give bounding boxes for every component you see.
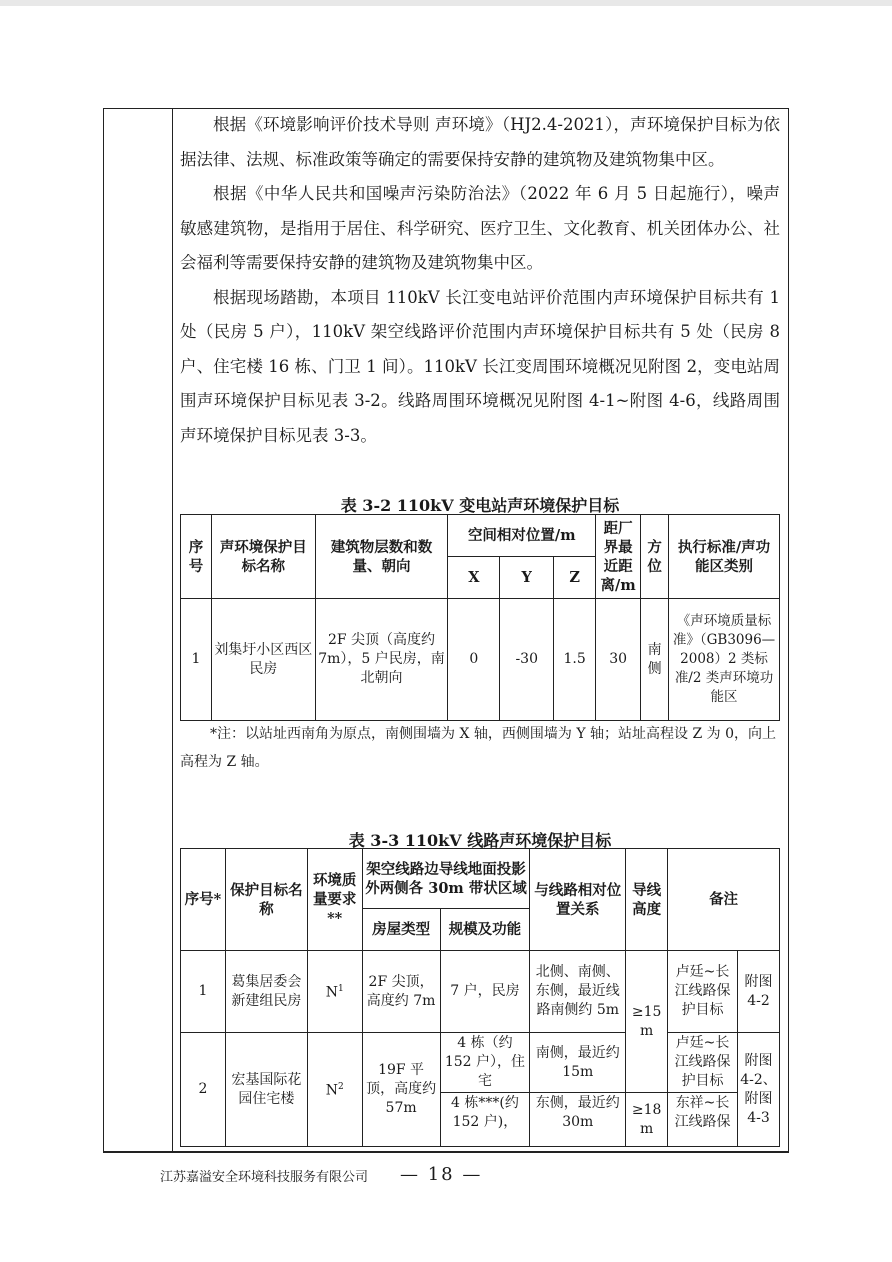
t2-row2-scale-b: 4 栋***(约 152 户)，	[440, 1093, 530, 1147]
t1-cell-y: -30	[500, 599, 554, 721]
t2-row2-remark-line-b: 东祥~长江线路保	[668, 1093, 738, 1147]
table-3-2	[180, 514, 780, 721]
paragraph-3: 根据现场踏勘，本项目 110kV 长江变电站评价范围内声环境保护目标共有 1 处（民房 5 户），110kV 架空线路评价范围内声环境保护目标共有 5 处（民房 8 户、住宅楼 16 栋、门卫 1 间）。110kV 长江变周围环境概况见附图 2，变电站周围声环境保护目标见表 3-2。线路周围环境概况见附图 4-1~附图 4-6，线路周围声环境保护目标见表 3-3。	[180, 287, 780, 445]
t2-row2-name: 宏基国际花园住宅楼	[225, 1033, 307, 1147]
t1-cell-direction: 南侧	[641, 599, 669, 721]
t2-row1-name: 葛集居委会新建组民房	[225, 951, 307, 1033]
t2-header-relation: 与线路相对位置关系	[530, 849, 626, 951]
t2-row2-quality: $N^2$	[307, 1033, 362, 1147]
frame-bottom-line	[103, 1152, 789, 1153]
body-text	[180, 108, 780, 453]
top-shade	[0, 0, 892, 6]
t1-header-standard: 执行标准/声功能区类别	[669, 515, 780, 599]
t1-header-z: Z	[554, 557, 596, 599]
t1-cell-z: 1.5	[554, 599, 596, 721]
frame-divider	[172, 108, 173, 1152]
t1-header-name: 声环境保护目标名称	[211, 515, 315, 599]
t2-row1-scale: 7 户，民房	[440, 951, 530, 1033]
t2-header-house-type: 房屋类型	[362, 909, 440, 951]
t1-header-direction: 方位	[641, 515, 669, 599]
t1-cell-x: 0	[448, 599, 500, 721]
t2-row2-relation-b: 东侧，最近约 30m	[530, 1093, 626, 1147]
t2-header-seq: 序号*	[181, 849, 226, 951]
t2-header-remark: 备注	[668, 849, 780, 951]
footer-company: 江苏嘉溢安全环境科技服务有限公司	[160, 1170, 369, 1185]
t1-header-position: 空间相对位置/m	[448, 515, 596, 557]
paragraph-2: 根据《中华人民共和国噪声污染防治法》（2022 年 6 月 5 日起施行），噪声敏感建筑物，是指用于居住、科学研究、医疗卫生、文化教育、机关团体办公、社会福利等需要保持安静的建筑物及建筑物集中区。	[180, 184, 780, 272]
t1-cell-name: 刘集圩小区西区民房	[211, 599, 315, 721]
t1-header-seq: 序号	[181, 515, 212, 599]
t2-header-scale: 规模及功能	[440, 909, 530, 951]
t1-header-y: Y	[500, 557, 554, 599]
t1-cell-building: 2F 尖顶（高度约 7m），5 户民房，南北朝向	[315, 599, 448, 721]
t2-row1-seq: 1	[181, 951, 226, 1033]
t2-row1-remark-line: 卢廷~长江线路保护目标	[668, 951, 738, 1033]
t1-cell-distance: 30	[596, 599, 641, 721]
table-3-2-title: 表 3-2 110kV 变电站声环境保护目标	[340, 496, 620, 515]
paragraph-1: 根据《环境影响评价技术导则 声环境》（HJ2.4-2021），声环境保护目标为依据法律、法规、标准政策等确定的需要保持安静的建筑物及建筑物集中区。	[180, 115, 780, 169]
t2-row1-relation: 北侧、南侧、东侧，最近线路南侧约 5m	[530, 951, 626, 1033]
t2-row2-scale-a: 4 栋（约 152 户），住宅	[440, 1033, 530, 1093]
t2-row1-remark-fig: 附图 4-2	[737, 951, 779, 1033]
t2-height-b: ≥18 m	[626, 1093, 668, 1147]
page-number: — 18 —	[400, 1164, 483, 1185]
t1-header-distance: 距厂界最近距离/m	[596, 515, 641, 599]
t2-row2-remark-line-a: 卢廷~长江线路保护目标	[668, 1033, 738, 1093]
t2-header-quality: 环境质量要求**	[307, 849, 362, 951]
table-3-3-title: 表 3-3 110kV 线路声环境保护目标	[348, 831, 612, 850]
table-3-2-note: *注：以站址西南角为原点，南侧围墙为 X 轴，西侧围墙为 Y 轴；站址高程设 Z 为 0，向上高程为 Z 轴。	[180, 726, 776, 770]
t1-cell-standard: 《声环境质量标准》（GB3096—2008）2 类标准/2 类声环境功能区	[669, 599, 780, 721]
t2-row2-house-type: 19F 平顶，高度约 57m	[362, 1033, 440, 1147]
t2-header-name: 保护目标名称	[225, 849, 307, 951]
t2-row1-quality: $N^1$	[307, 951, 362, 1033]
t2-height-a: ≥15 m	[626, 951, 668, 1093]
t2-header-height: 导线高度	[626, 849, 668, 951]
t2-row1-house-type: 2F 尖顶，高度约 7m	[362, 951, 440, 1033]
t1-cell-seq: 1	[181, 599, 212, 721]
table-3-3	[180, 848, 780, 1147]
t2-row2-relation-a: 南侧，最近约 15m	[530, 1033, 626, 1093]
t1-header-building: 建筑物层数和数量、朝向	[315, 515, 448, 599]
t2-row2-remark-fig: 附图 4-2、附图 4-3	[737, 1033, 779, 1147]
t1-header-x: X	[448, 557, 500, 599]
t2-row2-seq: 2	[181, 1033, 226, 1147]
t2-header-zone: 架空线路边导线地面投影外两侧各 30m 带状区域	[362, 849, 530, 909]
